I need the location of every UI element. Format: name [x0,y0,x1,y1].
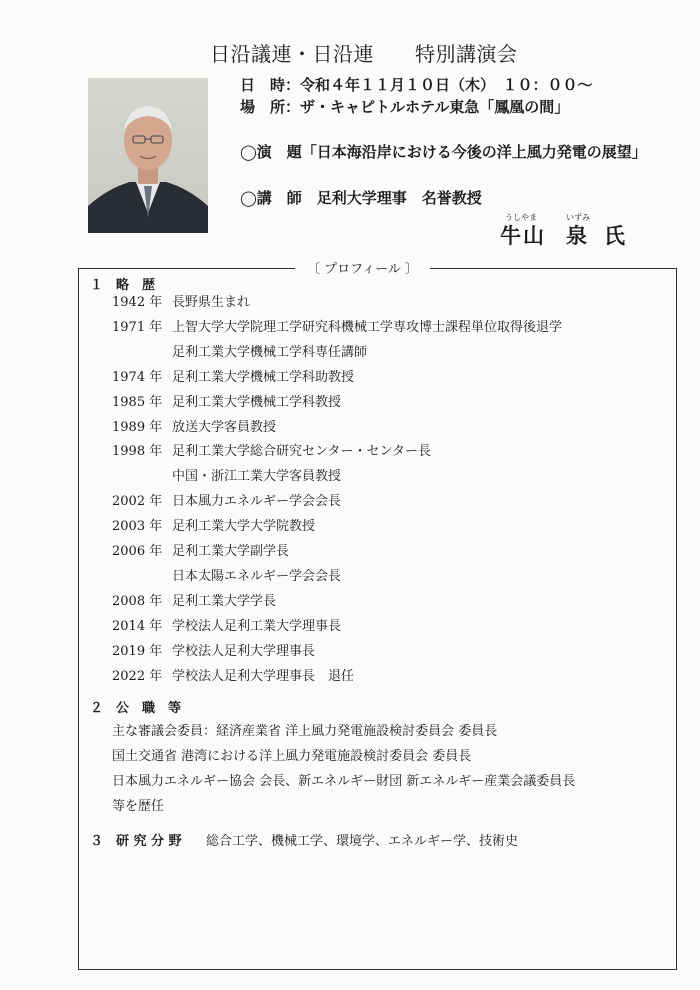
speaker-family-name: 牛山 [500,224,546,248]
history-description: 日本風力エネルギー学会会長 [172,494,342,509]
history-description: 足利工業大学機械工学科教授 [172,395,342,410]
history-year: 2006 年 [112,544,163,559]
history-year: 2002 年 [112,494,163,509]
history-description: 上智大学大学院理工学研究科機械工学専攻博士課程単位取得後退学 [172,320,563,335]
history-description: 足利工業大学機械工学科専任講師 [172,345,368,360]
history-description: 足利工業大学学長 [172,594,277,609]
history-description: 足利工業大学機械工学科助教授 [172,370,355,385]
public-office-line: 主な審議会委員：経済産業省 洋上風力発電施設検討委員会 委員長 [112,724,498,739]
furigana-family: うしやま [505,213,537,222]
history-description: 日本太陽エネルギー学会会長 [172,569,342,584]
history-description: 学校法人足利大学理事長 退任 [172,669,355,684]
history-year: 2022 年 [112,669,163,684]
speaker-portrait-image [88,78,208,233]
profile-title: 〔 プロフィール 〕 [295,258,430,277]
lecture-topic: ◯演 題「日本海沿岸における今後の洋上風力発電の展望」 [240,143,647,161]
public-office-line: 等を歴任 [112,799,165,814]
history-description: 足利工業大学総合研究センター・センター長 [172,444,431,459]
history-heading: １ 略 歴 [90,278,156,293]
history-year: 1998 年 [112,444,163,459]
history-description: 学校法人足利工業大学理事長 [172,619,342,634]
page-title: 日沿議連・日沿連 特別講演会 [210,42,518,66]
history-year: 2014 年 [112,619,163,634]
history-year: 1974 年 [112,370,163,385]
profile-box [78,268,677,970]
history-description: 長野県生まれ [172,295,251,310]
speaker-given-name: 泉 [566,224,589,248]
history-description: 足利工業大学大学院教授 [172,519,316,534]
history-year: 2008 年 [112,594,163,609]
research-heading: ３ 研 究 分 野 [90,834,182,849]
history-year: 1942 年 [112,295,163,310]
speaker-photo [88,78,208,233]
public-office-line: 国土交通省 港湾における洋上風力発電施設検討委員会 委員長 [112,749,472,764]
lecturer-title: ◯講 師 足利大学理事 名誉教授 [240,189,482,207]
history-description: 学校法人足利大学理事長 [172,644,316,659]
speaker-name-suffix: 氏 [604,224,627,248]
history-year: 2003 年 [112,519,163,534]
event-place: 場 所：ザ・キャピトルホテル東急「鳳凰の間」 [240,98,570,116]
research-fields: 総合工学、機械工学、環境学、エネルギー学、技術史 [206,834,519,849]
history-year: 2019 年 [112,644,163,659]
event-date: 日 時：令和４年１１月１０日（木） １０：００～ [240,76,593,94]
history-description: 放送大学客員教授 [172,420,277,435]
furigana-given: いずみ [566,213,590,222]
history-description: 足利工業大学副学長 [172,544,290,559]
public-office-heading: ２ 公 職 等 [90,701,182,716]
history-year: 1989 年 [112,420,163,435]
history-year: 1985 年 [112,395,163,410]
history-year: 1971 年 [112,320,163,335]
history-description: 中国・浙江工業大学客員教授 [172,469,342,484]
public-office-line: 日本風力エネルギー協会 会長、新エネルギー財団 新エネルギー産業会議委員長 [112,774,576,789]
